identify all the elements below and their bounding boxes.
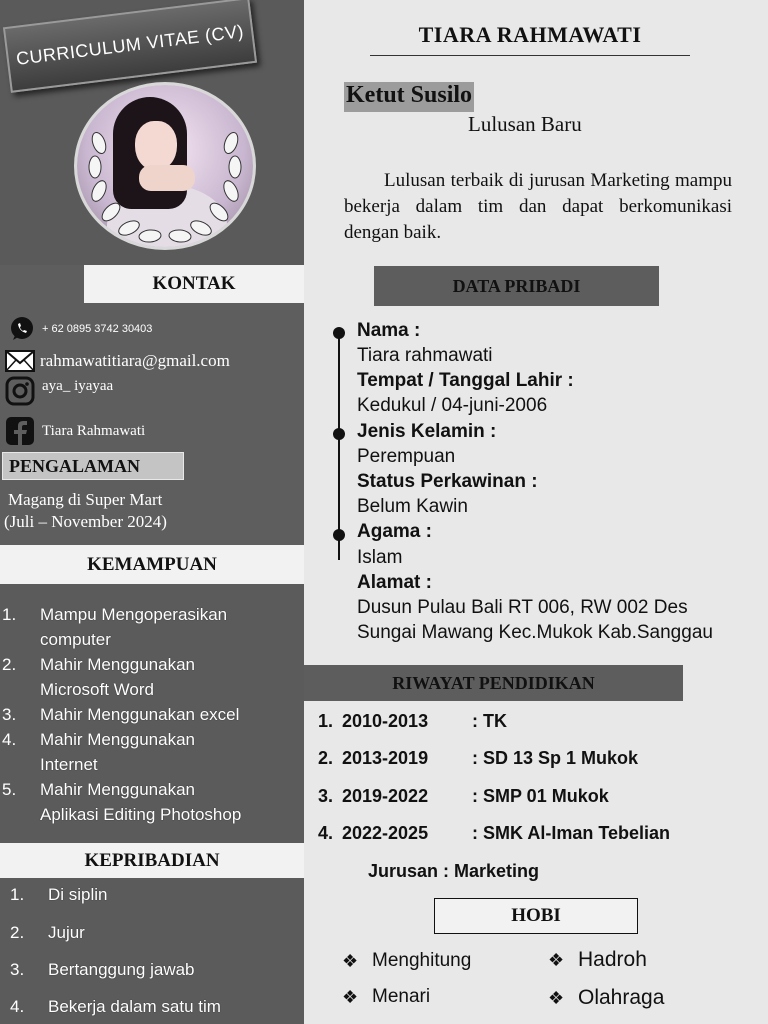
list-item: computer [40,630,111,649]
highlighted-name: Ketut Susilo [344,82,474,112]
name-value: Tiara rahmawati [357,345,493,366]
table-row: 3. 2019-2022 : SMP 01 Mukok [318,786,609,806]
list-item: 2. Mahir Menggunakan [2,655,195,674]
list-item: ❖ Olahraga [548,986,665,1009]
facebook-row[interactable] [4,416,145,446]
experience-line1: Magang di Super Mart [8,490,163,509]
name-label: Nama : [357,320,421,341]
education-title: RIWAYAT PENDIDIKAN [304,665,683,701]
timeline-dot [333,428,345,440]
cv-banner: CURRICULUM VITAE (CV) [3,0,257,93]
contact-title: KONTAK [84,265,304,303]
experience-line2: (Juli – November 2024) [4,512,167,531]
religion-value: Islam [357,547,403,568]
diamond-bullet-icon: ❖ [548,949,565,970]
list-item: ❖ Menghitung [342,950,472,971]
address-line2: Sungai Mawang Kec.Mukok Kab.Sanggau [357,622,713,643]
laurel-wreath-icon [77,85,253,247]
phone-row[interactable] [6,314,152,344]
diamond-bullet-icon: ❖ [548,987,565,1008]
diamond-bullet-icon: ❖ [342,986,359,1007]
summary-paragraph: Lulusan terbaik di jurusan Marketing mampu bekerja dalam tim dan dapat berkomunikasi dengan baik. [344,170,732,243]
instagram-row[interactable] [4,376,113,406]
table-row: 2. 2013-2019 : SD 13 Sp 1 Mukok [318,748,639,768]
list-item: 3. Bertanggung jawab [10,960,195,979]
list-item: 3. Mahir Menggunakan excel [2,705,240,724]
skills-list [0,605,304,830]
diamond-bullet-icon: ❖ [342,950,359,971]
timeline-line [338,330,340,560]
experience-title: PENGALAMAN [2,452,184,480]
instagram-handle: aya_ iyayaa [42,377,114,394]
list-item: Microsoft Word [40,680,154,699]
email-row[interactable] [4,346,230,376]
facebook-name: Tiara Rahmawati [42,422,146,439]
hobby-title: HOBI [434,898,638,934]
birth-value: Kedukul / 04-juni-2006 [357,395,548,416]
email-address: rahmawatitiara@gmail.com [40,351,230,370]
list-item: ❖ Menari [342,986,431,1007]
list-item: 4. Bekerja dalam satu tim [10,997,221,1016]
table-row: 1. 2010-2013 : TK [318,711,507,731]
whatsapp-icon [6,314,38,344]
address-line1: Dusun Pulau Bali RT 006, RW 002 Des [357,597,688,618]
facebook-icon [4,416,36,446]
personality-title: KEPRIBADIAN [0,843,304,878]
list-item: Aplikasi Editing Photoshop [40,805,242,824]
gender-label: Jenis Kelamin : [357,421,497,442]
marital-value: Belum Kawin [357,496,468,517]
personal-data-title: DATA PRIBADI [374,266,659,306]
list-item: 1. Di siplin [10,885,108,904]
profile-photo [74,82,256,250]
list-item: 4. Mahir Menggunakan [2,730,195,749]
page-title: TIARA RAHMAWATI [370,22,690,56]
phone-number: + 62 0895 3742 30403 [42,323,153,335]
personality-list [0,885,304,1024]
list-item: Internet [40,755,98,774]
table-row: 4. 2022-2025 : SMK Al-Iman Tebelian [318,823,671,843]
timeline-dot [333,327,345,339]
list-item: 2. Jujur [10,923,85,942]
envelope-icon [4,346,36,376]
timeline-dot [333,529,345,541]
list-item: 1. Mampu Mengoperasikan [2,605,228,624]
skills-title: KEMAMPUAN [0,545,304,584]
address-label: Alamat : [357,572,432,593]
list-item: 5. Mahir Menggunakan [2,780,195,799]
birth-label: Tempat / Tanggal Lahir : [357,370,574,391]
gender-value: Perempuan [357,446,456,467]
marital-label: Status Perkawinan : [357,471,538,492]
instagram-icon [4,376,36,406]
list-item: ❖ Hadroh [548,948,647,971]
subtitle: Lulusan Baru [468,112,582,136]
major-text: Jurusan : Marketing [368,861,540,881]
religion-label: Agama : [357,521,432,542]
